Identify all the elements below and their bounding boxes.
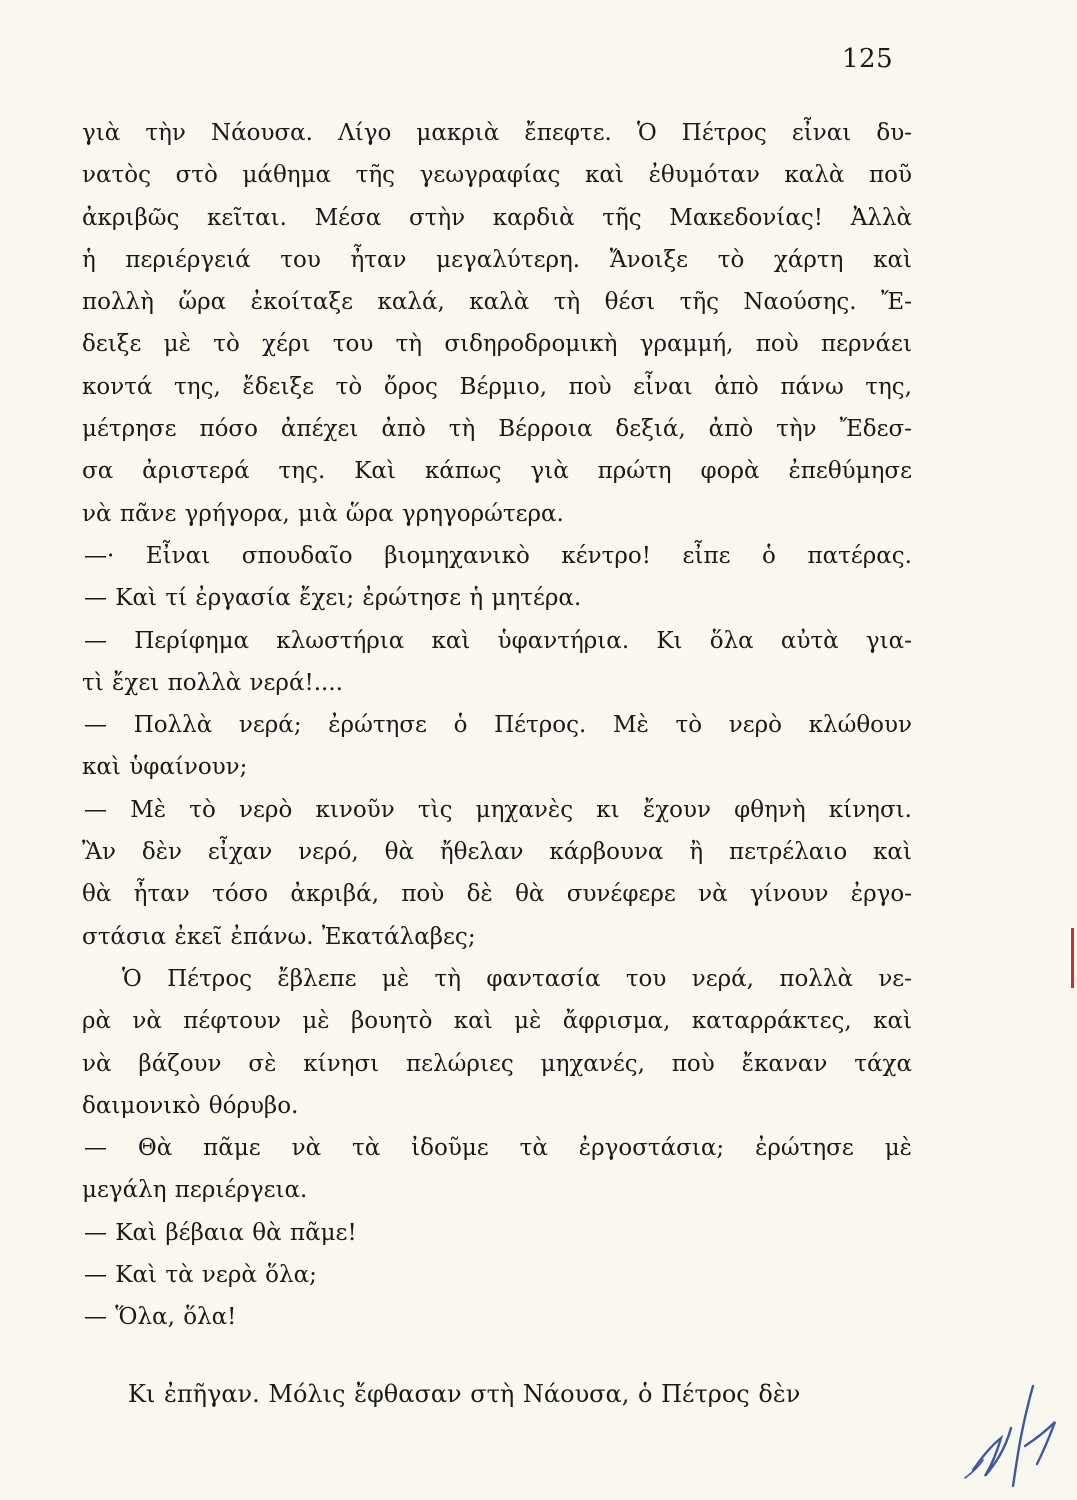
paragraph-gap — [82, 1339, 912, 1373]
dialogue-line: — Ὅλα, ὅλα! — [84, 1304, 237, 1331]
dialogue-line: — Καὶ τί ἐργασία ἔχει; ἐρώτησε ἡ μητέρα. — [84, 585, 582, 612]
dialogue-line: — Καὶ τὰ νερὰ ὅλα; — [84, 1262, 317, 1289]
text-line: δειξε μὲ τὸ χέρι του τὴ σιδηροδρομικὴ γραμμή, ποὺ περνάει — [82, 331, 912, 358]
paragraph-start-line: Ὁ Πέτρος ἔβλεπε μὲ τὴ φαντασία του νερά, πολλὰ νε- — [122, 965, 912, 992]
text-line: νὰ πᾶνε γρήγορα, μιὰ ὥρα γρηγορώτερα. — [82, 500, 564, 527]
text-line: ἡ περιέργειά του ἦταν μεγαλύτερη. Ἄνοιξε τὸ χάρτη καὶ — [82, 246, 912, 273]
text-line: πολλὴ ὥρα ἐκοίταξε καλά, καλὰ τὴ θέσι τῆς Ναούσης. Ἔ- — [82, 289, 912, 316]
dialogue-line: — Περίφημα κλωστήρια καὶ ὑφαντήρια. Κι ὅλα αὐτὰ για- — [84, 627, 912, 654]
text-line: τὶ ἔχει πολλὰ νερά!.... — [82, 669, 343, 696]
body-text — [82, 112, 912, 1415]
text-line: θὰ ἦταν τόσο ἀκριβά, ποὺ δὲ θὰ συνέφερε νὰ γίνουν ἐργο- — [82, 881, 912, 908]
text-line: καὶ ὑφαίνουν; — [82, 754, 248, 781]
dialogue-line: — Πολλὰ νερά; ἐρώτησε ὁ Πέτρος. Μὲ τὸ νερὸ κλώθουν — [84, 712, 912, 739]
text-line: ρὰ νὰ πέφτουν μὲ βουητὸ καὶ μὲ ἄφρισμα, καταρράκτες, καὶ — [82, 1008, 912, 1035]
text-line: νὰ βάζουν σὲ κίνησι πελώριες μηχανές, ποὺ ἔκαναν τάχα — [82, 1050, 912, 1077]
text-line: σα ἀριστερά της. Καὶ κάπως γιὰ πρώτη φορὰ ἐπεθύμησε — [82, 458, 912, 485]
text-line: νατὸς στὸ μάθημα τῆς γεωγραφίας καὶ ἐθυμόταν καλὰ ποῦ — [82, 162, 912, 189]
dialogue-line: —· Εἶναι σπουδαῖο βιομηχανικὸ κέντρο! εἶπε ὁ πατέρας. — [84, 542, 912, 569]
handwritten-signature — [955, 1368, 1065, 1493]
paragraph-start-line: Κι ἐπῆγαν. Μόλις ἔφθασαν στὴ Νάουσα, ὁ Πέτρος δὲν — [128, 1379, 801, 1408]
text-line: δαιμονικὸ θόρυβο. — [82, 1092, 299, 1119]
text-line: μεγάλη περιέργεια. — [82, 1177, 308, 1204]
text-line: γιὰ τὴν Νάουσα. Λίγο μακριὰ ἔπεφτε. Ὁ Πέτρος εἶναι δυ- — [82, 120, 912, 146]
page-number: 125 — [842, 44, 894, 74]
dialogue-line: — Μὲ τὸ νερὸ κινοῦν τὶς μηχανὲς κι ἔχουν φθηνὴ κίνησι. — [84, 796, 912, 823]
red-margin-mark — [1071, 928, 1074, 988]
dialogue-line: — Θὰ πᾶμε νὰ τὰ ἰδοῦμε τὰ ἐργοστάσια; ἐρώτησε μὲ — [84, 1135, 912, 1162]
text-line: Ἂν δὲν εἶχαν νερό, θὰ ἤθελαν κάρβουνα ἢ πετρέλαιο καὶ — [82, 839, 912, 866]
text-line: στάσια ἐκεῖ ἐπάνω. Ἐκατάλαβες; — [82, 923, 476, 950]
text-line: κοντά της, ἔδειξε τὸ ὄρος Βέρμιο, ποὺ εἶναι ἀπὸ πάνω της, — [82, 373, 912, 400]
dialogue-line: — Καὶ βέβαια θὰ πᾶμε! — [84, 1219, 357, 1246]
text-line: ἀκριβῶς κεῖται. Μέσα στὴν καρδιὰ τῆς Μακεδονίας! Ἀλλὰ — [82, 204, 912, 231]
text-line: μέτρησε πόσο ἀπέχει ἀπὸ τὴ Βέρροια δεξιά, ἀπὸ τὴν Ἔδεσ- — [82, 416, 912, 443]
